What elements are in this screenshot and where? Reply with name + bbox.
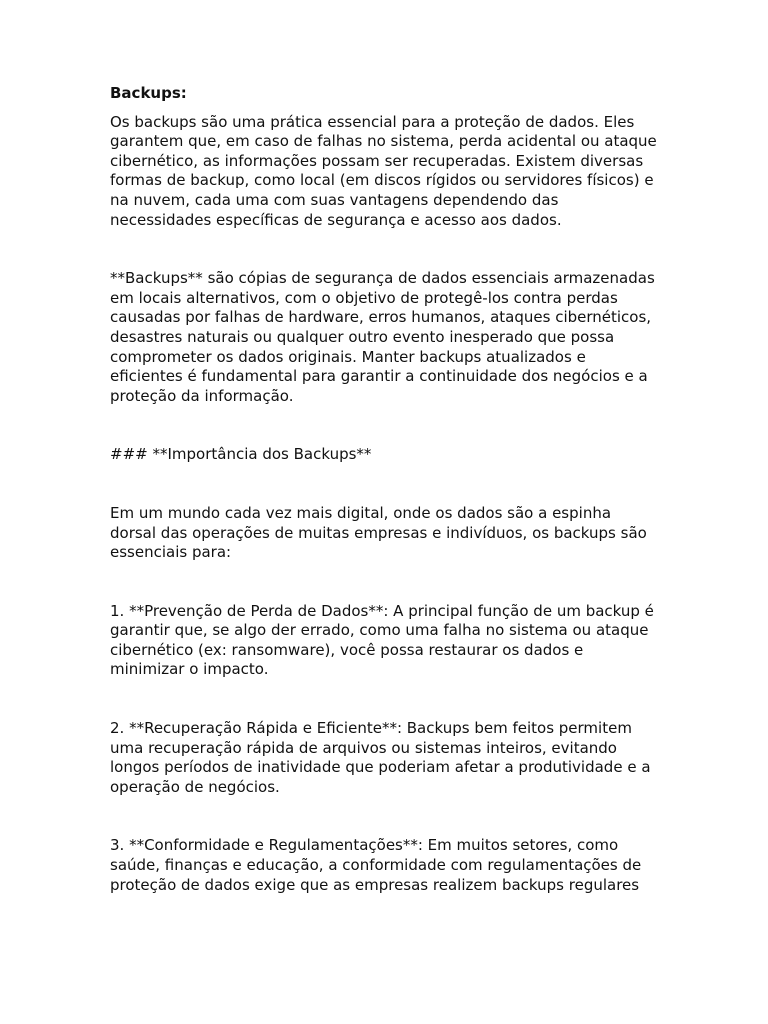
paragraph-spacer bbox=[110, 406, 658, 445]
list-item-compliance: 3. **Conformidade e Regulamentações**: Em muitos setores, como saúde, finanças e educação, a conformidade com regulamentações de proteção de dados exige que as empresas realizem backups regulares bbox=[110, 836, 642, 894]
paragraph-intro: Os backups são uma prática essencial para a proteção de dados. Eles garantem que, em caso de falhas no sistema, perda acidental ou ataque cibernético, as informações possam ser recuperadas. Existem diversas formas de backup, como local (em discos rígidos ou servidores físicos) e na nuvem, cada uma com suas vantagens dependendo das necessidades específicas de segurança e acesso aos dados. bbox=[110, 112, 657, 229]
paragraph-spacer bbox=[110, 230, 658, 269]
document-heading: Backups: bbox=[110, 84, 187, 102]
paragraph-spacer bbox=[110, 797, 658, 836]
list-item-recovery: 2. **Recuperação Rápida e Eficiente**: Backups bem feitos permitem uma recuperação rápida de arquivos ou sistemas inteiros, evitando longos períodos de inatividade que poderiam afetar a produtividade e a operação de negócios. bbox=[110, 719, 651, 796]
paragraph-definition: **Backups** são cópias de segurança de dados essenciais armazenadas em locais alternativos, com o objetivo de protegê-los contra perdas causadas por falhas de hardware, erros humanos, ataques cibernéticos, desastres naturais ou qualquer outro evento inesperado que possa comprometer os dados originais. Manter backups atualizados e eficientes é fundamental para garantir a continuidade dos negócios e a proteção da informação. bbox=[110, 269, 655, 405]
paragraph-spacer bbox=[110, 680, 658, 719]
paragraph-spacer bbox=[110, 563, 658, 602]
paragraph-importance-intro: Em um mundo cada vez mais digital, onde os dados são a espinha dorsal das operações de muitas empresas e indivíduos, os backups são essenciais para: bbox=[110, 503, 647, 562]
paragraph-spacer bbox=[110, 465, 658, 504]
list-item-prevention: 1. **Prevenção de Perda de Dados**: A principal função de um backup é garantir que, se algo der errado, como uma falha no sistema ou ataque cibernético (ex: ransomware), você possa restaurar os dados e minimizar o impacto. bbox=[110, 601, 654, 679]
section-heading-importance: ### **Importância dos Backups** bbox=[110, 445, 372, 464]
